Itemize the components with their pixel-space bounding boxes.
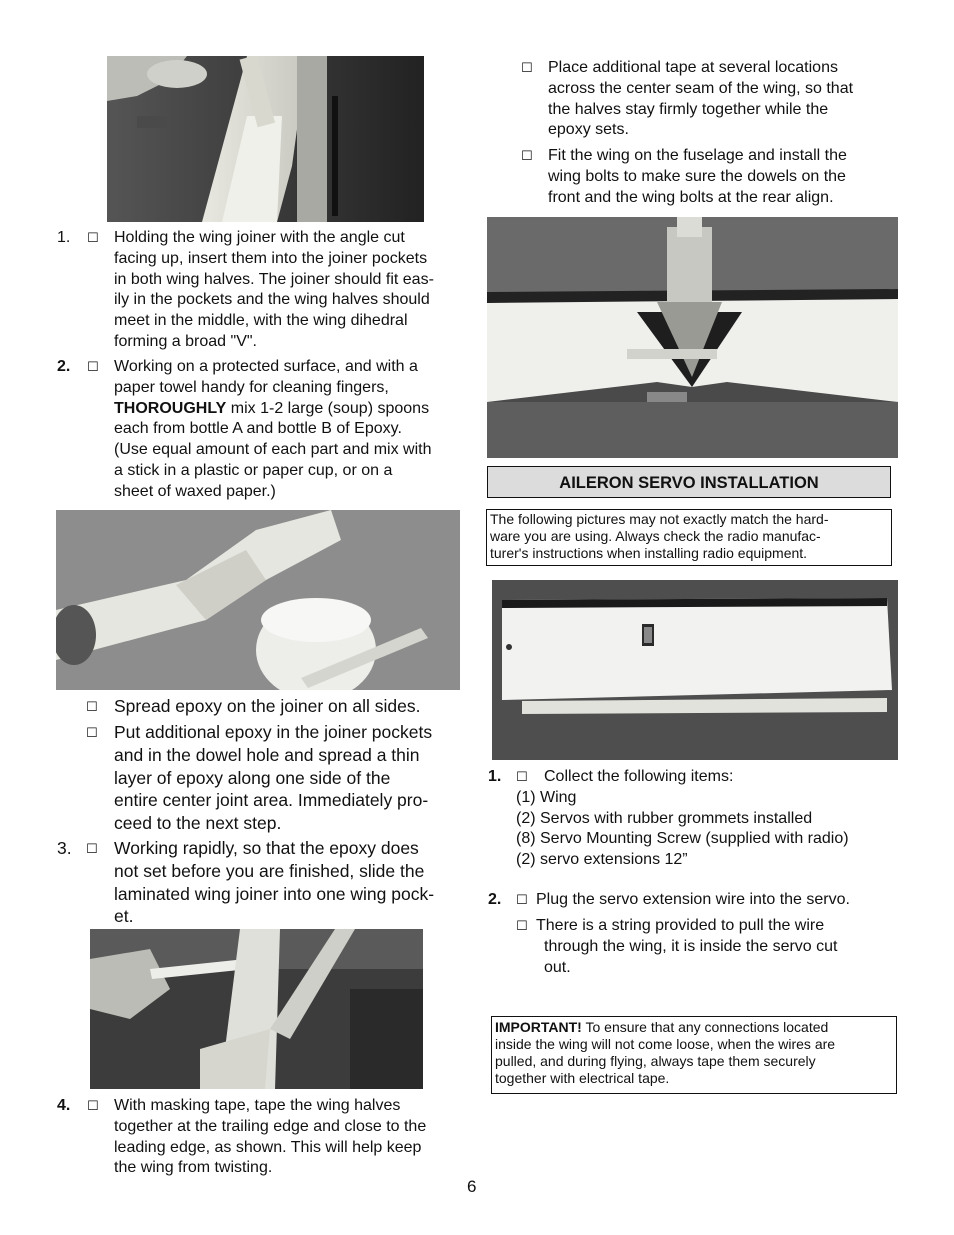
text-line: through the wing, it is inside the servo cut xyxy=(544,938,838,955)
items-list xyxy=(516,788,896,870)
step-number: 2. xyxy=(488,891,502,908)
text-line: ceed to the next step. xyxy=(114,813,282,834)
checkbox-icon[interactable]: ☐ xyxy=(516,919,528,934)
text-line: together at the trailing edge and close to the xyxy=(114,1117,427,1135)
string-step xyxy=(516,916,896,982)
text-line: front and the wing bolts at the rear align. xyxy=(548,188,834,206)
page-number: 6 xyxy=(467,1177,477,1196)
step-3-slide-joiner xyxy=(57,837,467,929)
text-line: not set before you are finished, slide the xyxy=(114,860,425,881)
text-line: the wing from twisting. xyxy=(114,1159,273,1177)
text-line: a stick in a plastic or paper cup, or on a xyxy=(114,461,393,479)
text-line: et. xyxy=(114,906,134,927)
text-line: paper towel handy for cleaning fingers, xyxy=(114,378,389,396)
bold-emphasis: THOROUGHLY xyxy=(114,399,227,417)
text-line: turer's instructions when installing radio equipment. xyxy=(490,545,808,561)
text-line: Fit the wing on the fuselage and install the xyxy=(548,147,847,164)
photo-slide-joiner xyxy=(90,929,423,1089)
text-line: Place additional tape at several locations xyxy=(548,59,838,76)
text-line: each from bottle A and bottle B of Epoxy. xyxy=(114,420,402,438)
text-line: Put additional epoxy in the joiner pockets xyxy=(114,722,433,742)
list-item: (2) servo extensions 12” xyxy=(516,850,688,868)
text-line: wing bolts to make sure the dowels on the xyxy=(548,167,846,185)
text-line: ware you are using. Always check the radio manufac- xyxy=(490,528,821,544)
checkbox-icon[interactable]: ☐ xyxy=(87,1099,99,1114)
photo-wing-on-fuselage xyxy=(487,217,898,458)
additional-tape-step xyxy=(521,58,901,144)
text-span: To ensure that any connections located xyxy=(581,1019,829,1035)
step-2-epoxy xyxy=(57,357,462,507)
photo-wing-servo-cutout xyxy=(492,580,898,760)
step-number: 1. xyxy=(57,229,71,246)
photo-joiner-insert xyxy=(107,56,424,222)
text-line: together with electrical tape. xyxy=(495,1070,670,1086)
text-line: and in the dowel hole and spread a thin xyxy=(114,744,420,765)
radio-equipment-note xyxy=(486,509,892,566)
text-line: entire center joint area. Immediately pro- xyxy=(114,790,429,811)
spread-epoxy-step xyxy=(86,695,466,719)
text-line: inside the wing will not come loose, when the wires are xyxy=(495,1036,836,1052)
step-number: 3. xyxy=(57,838,72,858)
checkbox-icon[interactable]: ☐ xyxy=(86,700,98,715)
step-number: 4. xyxy=(57,1097,71,1114)
checkbox-icon[interactable]: ☐ xyxy=(87,360,99,375)
list-item: (8) Servo Mounting Screw (supplied with radio) xyxy=(516,830,849,848)
checkbox-icon[interactable]: ☐ xyxy=(521,61,533,76)
text-line: facing up, insert them into the joiner pockets xyxy=(114,249,428,267)
text-line: Working rapidly, so that the epoxy does xyxy=(114,838,419,858)
text-line: layer of epoxy along one side of the xyxy=(114,767,391,788)
important-note xyxy=(491,1016,897,1094)
text-line: sheet of waxed paper.) xyxy=(114,482,276,500)
text-line: Collect the following items: xyxy=(544,768,734,785)
important-label: IMPORTANT! xyxy=(495,1019,582,1035)
additional-epoxy-step xyxy=(86,721,466,837)
text-line: ily in the pockets and the wing halves should xyxy=(114,291,430,309)
list-item: (2) Servos with rubber grommets installed xyxy=(516,809,813,827)
checkbox-icon[interactable]: ☐ xyxy=(521,149,533,164)
section-heading: AILERON SERVO INSTALLATION xyxy=(487,466,891,498)
checkbox-icon[interactable]: ☐ xyxy=(516,893,528,908)
step-number: 1. xyxy=(488,768,502,785)
text-line: The following pictures may not exactly match the hard- xyxy=(490,511,829,527)
text-line: the halves stay firmly together while the xyxy=(548,100,829,118)
text-line: in both wing halves. The joiner should fit eas- xyxy=(114,270,434,288)
checkbox-icon[interactable]: ☐ xyxy=(86,842,98,857)
checkbox-icon[interactable]: ☐ xyxy=(516,770,528,785)
text-line: out. xyxy=(544,959,571,976)
step-2-plug-extension xyxy=(488,890,888,914)
text-line: across the center seam of the wing, so that xyxy=(548,79,854,97)
checkbox-icon[interactable]: ☐ xyxy=(87,231,99,246)
text-line: Working on a protected surface, and with a xyxy=(114,358,418,375)
text-line: epoxy sets. xyxy=(548,121,629,139)
text-line: There is a string provided to pull the wire xyxy=(536,917,825,934)
step-number: 2. xyxy=(57,358,71,375)
step-4-masking-tape xyxy=(57,1096,462,1182)
text-line xyxy=(495,1019,893,1036)
text-line: (Use equal amount of each part and mix with xyxy=(114,441,432,459)
text-line: laminated wing joiner into one wing pock- xyxy=(114,883,435,904)
text-line: forming a broad "V". xyxy=(114,332,257,350)
text-line: Spread epoxy on the joiner on all sides. xyxy=(114,696,421,716)
text-line: leading edge, as shown. This will help keep xyxy=(114,1138,422,1156)
text-line: pulled, and during flying, always tape them securely xyxy=(495,1053,816,1069)
fit-wing-step xyxy=(521,146,901,210)
step-1-joiner xyxy=(57,228,462,356)
photo-joiner-epoxy-cup xyxy=(56,510,460,690)
text-line: With masking tape, tape the wing halves xyxy=(114,1097,401,1114)
text-line: Plug the servo extension wire into the servo. xyxy=(536,891,850,908)
text-span: mix 1-2 large (soup) spoons xyxy=(226,399,430,417)
checkbox-icon[interactable]: ☐ xyxy=(86,726,98,741)
text-line xyxy=(114,399,432,420)
text-line: Holding the wing joiner with the angle cut xyxy=(114,229,405,246)
text-line: meet in the middle, with the wing dihedral xyxy=(114,312,408,330)
list-item: (1) Wing xyxy=(516,789,577,806)
